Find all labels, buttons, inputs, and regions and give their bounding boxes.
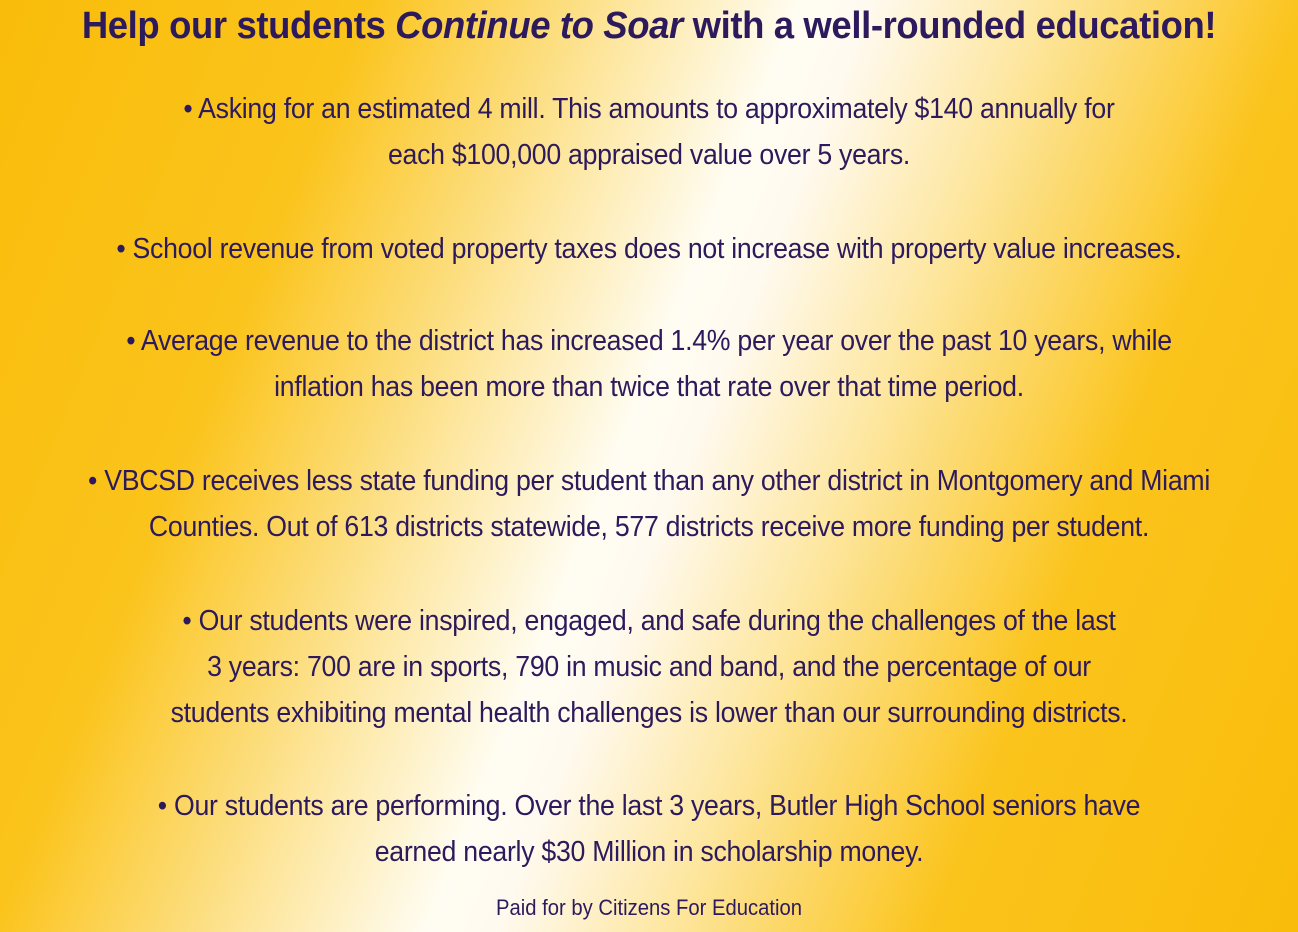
- bullet-line: 3 years: 700 are in sports, 790 in music and band, and the percentage of our: [207, 651, 1091, 683]
- bullet-line: inflation has been more than twice that rate over that time period.: [274, 371, 1024, 403]
- bullet-line: • Our students were inspired, engaged, and safe during the challenges of the last: [182, 605, 1116, 637]
- headline-lead: Help our students: [81, 5, 396, 47]
- bullet-line: • Our students are performing. Over the last 3 years, Butler High School seniors have: [157, 790, 1141, 822]
- bullet-average-revenue: [0, 318, 1298, 410]
- bullet-students-performing: [0, 783, 1298, 875]
- bullet-students-inspired: [0, 598, 1298, 736]
- headline-tail: with a well-rounded education!: [682, 5, 1217, 47]
- bullet-school-revenue: [0, 226, 1298, 272]
- bullet-line: Counties. Out of 613 districts statewide, 577 districts receive more funding per student.: [148, 511, 1150, 543]
- bullet-line: • School revenue from voted property taxes does not increase with property value increases.: [116, 233, 1182, 265]
- bullet-line: earned nearly $30 Million in scholarship money.: [374, 836, 924, 868]
- headline-emphasis: Continue to Soar: [395, 5, 683, 47]
- bullet-line: • Average revenue to the district has increased 1.4% per year over the past 10 years, while: [126, 325, 1172, 357]
- paid-for-disclaimer: Paid for by Citizens For Education: [495, 895, 802, 920]
- bullet-line: each $100,000 appraised value over 5 years.: [387, 139, 911, 171]
- headline: [26, 4, 1272, 48]
- bullet-line: students exhibiting mental health challenges is lower than our surrounding districts.: [170, 697, 1128, 729]
- bullet-mill-levy: [0, 86, 1298, 178]
- bullet-state-funding: [0, 458, 1298, 550]
- bullet-line: • Asking for an estimated 4 mill. This amounts to approximately $140 annually for: [183, 93, 1115, 125]
- bullet-line: • VBCSD receives less state funding per student than any other district in Montgomery and Miami: [87, 465, 1210, 497]
